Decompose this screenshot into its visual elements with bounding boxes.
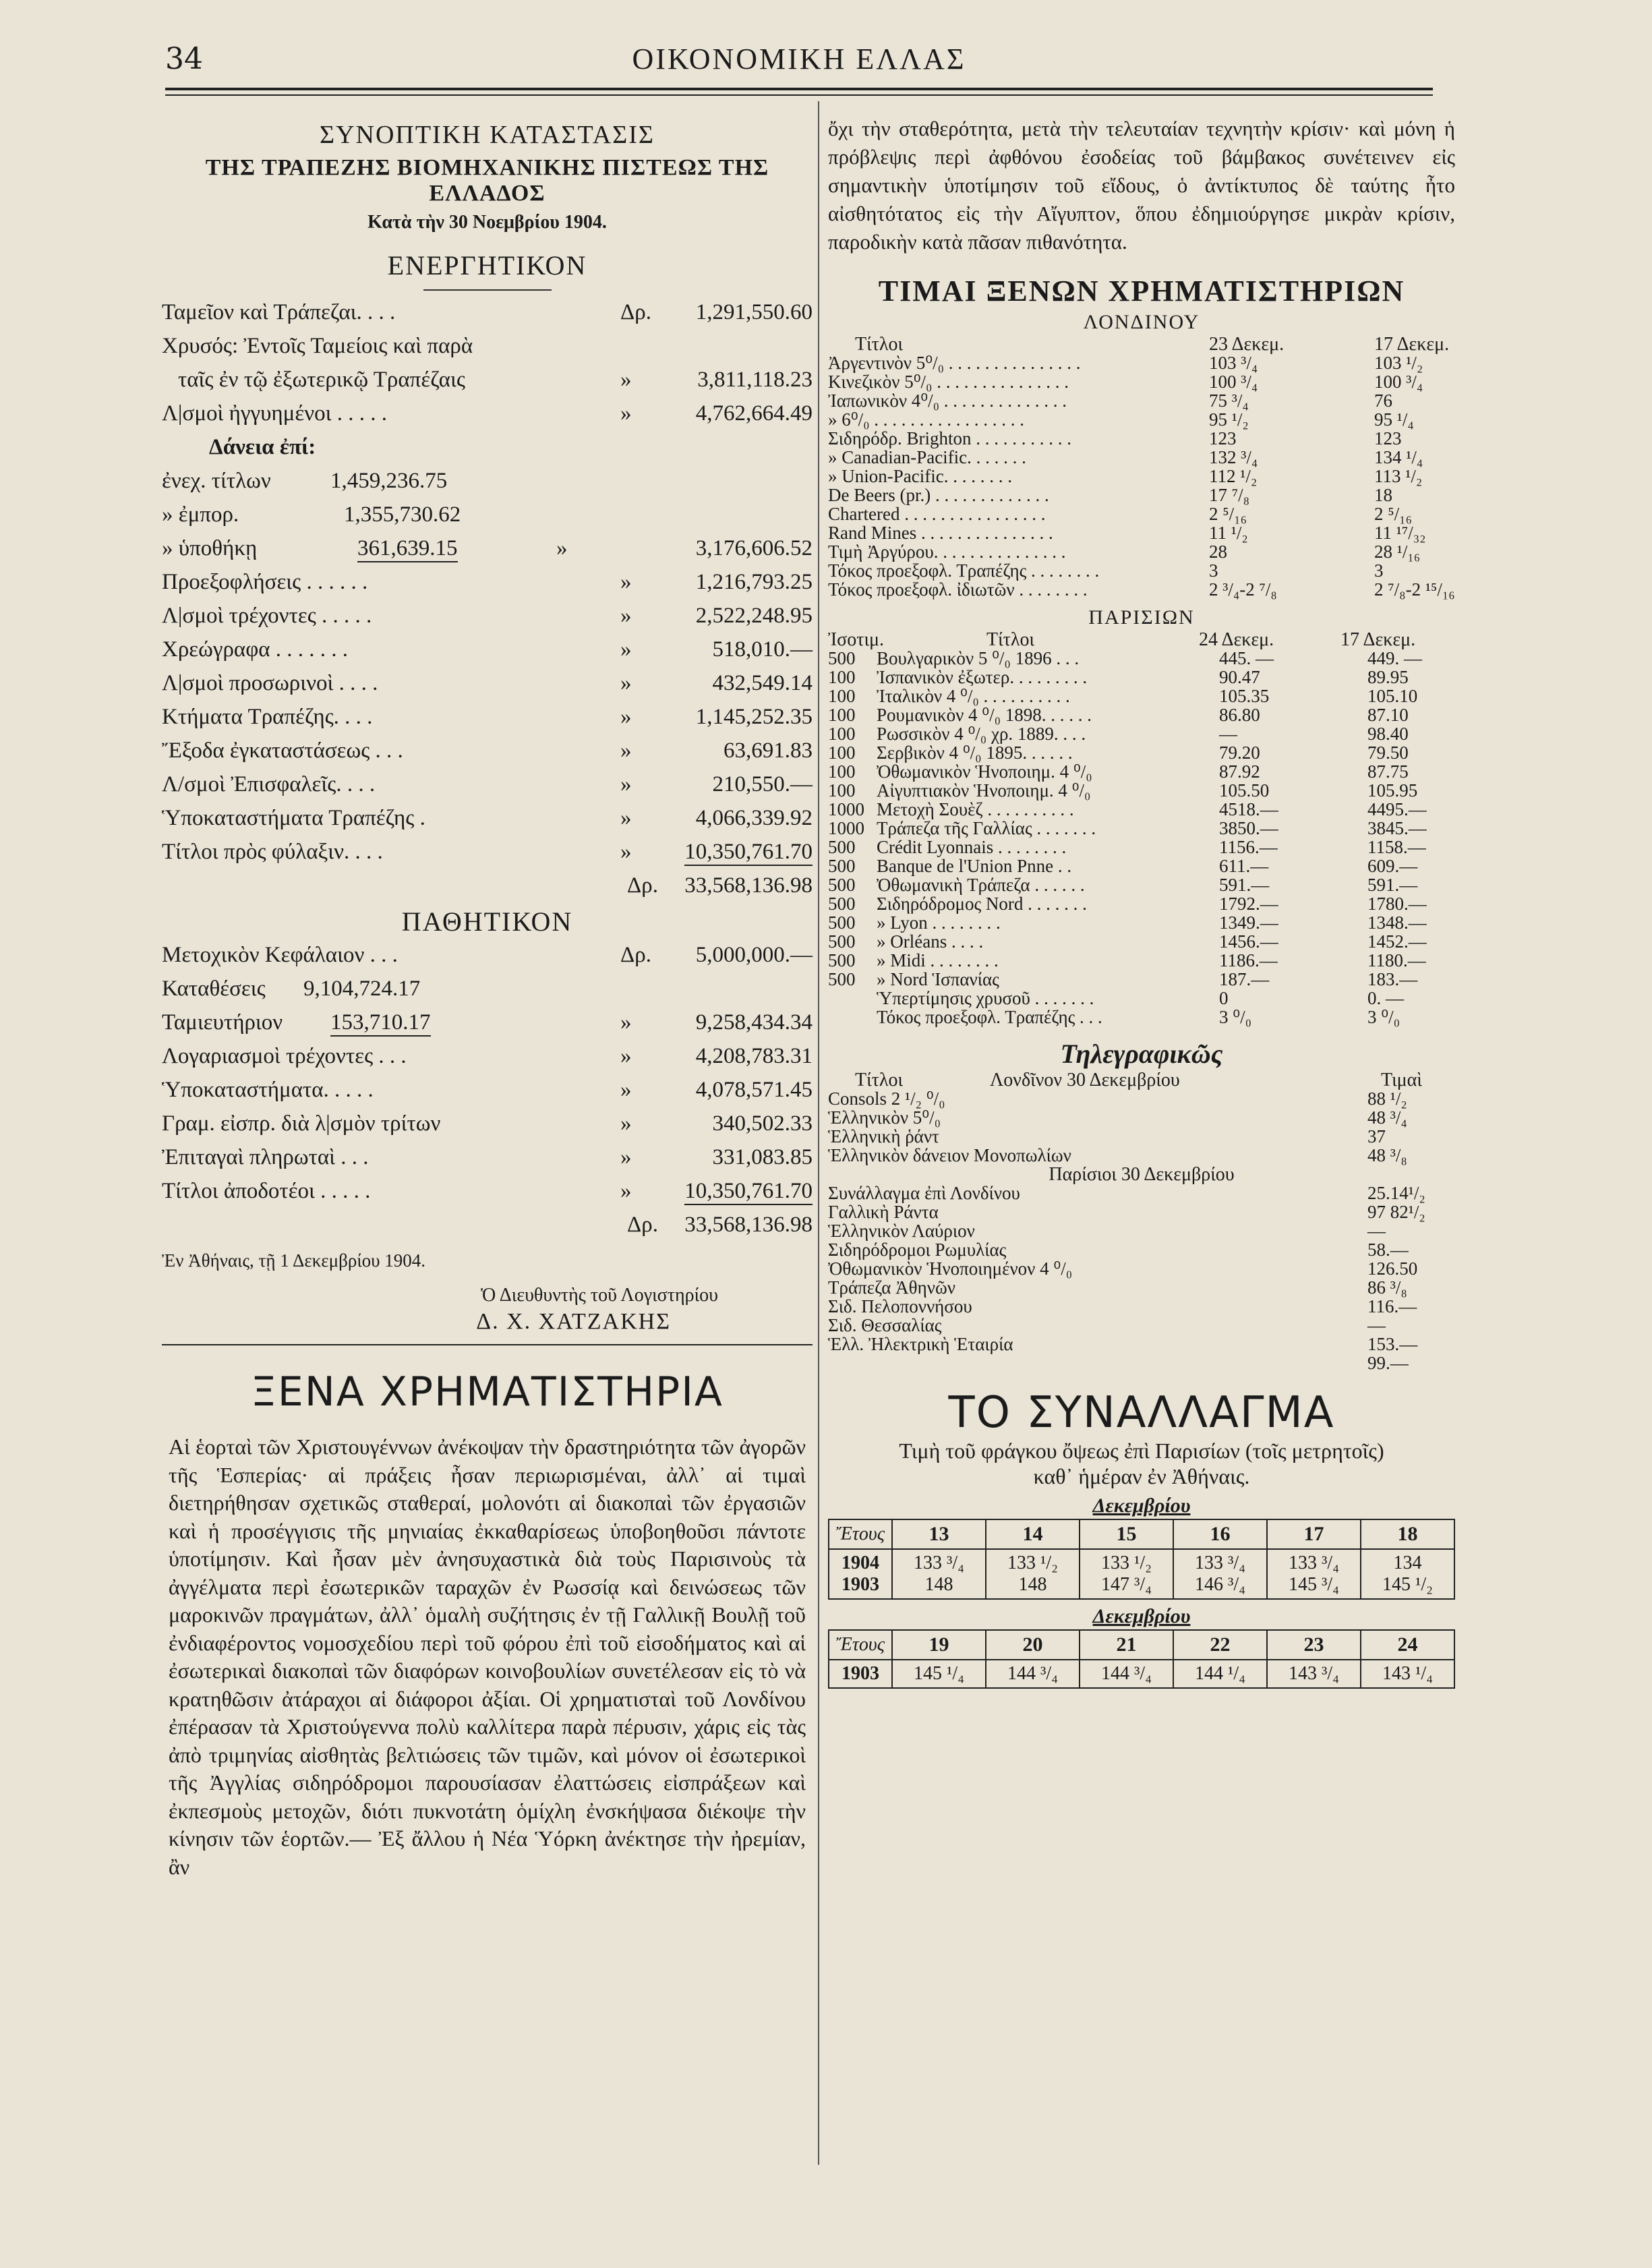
quote-row: Ἰαπωνικὸν 4⁰/₀ . . . . . . . . . . . . . . 75 ³/₄ 76 xyxy=(828,390,1392,411)
quote-row: De Beers (pr.) . . . . . . . . . . . . . 17 ⁷/₈ 18 xyxy=(828,485,1392,505)
balance-row: Ὑποκαταστήματα. . . . . » 4,078,571.45 xyxy=(162,1078,813,1102)
header-rule xyxy=(165,88,1433,90)
page-header xyxy=(165,35,1433,89)
quote-row: Ἑλλ. Ἠλεκτρικὴ Ἑταιρία 153.— xyxy=(828,1334,1418,1354)
quote-row: Ἀργεντινὸν 5⁰/₀ . . . . . . . . . . . . . . . 103 ³/₄ 103 ¹/₂ xyxy=(828,353,1423,373)
rate-cell: 133 ³/₄ 145 ³/₄ xyxy=(1267,1549,1361,1599)
day-cell: 18 xyxy=(1361,1519,1454,1549)
quote-row: » Union-Pacific. . . . . . . . 112 ¹/₂ 113 ¹/₂ xyxy=(828,466,1423,486)
quote-row: 500 Ὀθωμανικὴ Τράπεζα . . . . . . 591.— 591.— xyxy=(828,875,1418,895)
balance-row: Τίτλοι ἀποδοτέοι . . . . . » 10,350,761.70 xyxy=(162,1173,813,1207)
balance-row: Ὑποκαταστήματα Τραπέζης . » 4,066,339.92 xyxy=(162,806,813,830)
quote-row: Τράπεζα Ἀθηνῶν 86 ³/₈ xyxy=(828,1277,1407,1298)
quote-row: Consols 2 ¹/₂ ⁰/₀ 88 ¹/₂ xyxy=(828,1088,1407,1109)
quote-row: Σιδηρόδρομοι Ρωμυλίας 58.— xyxy=(828,1240,1409,1260)
quote-row: Τιμὴ Ἀργύρου. . . . . . . . . . . . . . . 28 28 ¹/₁₆ xyxy=(828,542,1421,562)
liabilities-heading: ΠΑΘΗΤΙΚΟΝ xyxy=(401,906,573,937)
loan-row: » ὑποθήκῃ 361,639.15 » 3,176,606.52 xyxy=(162,531,813,564)
heading-rule xyxy=(423,289,552,291)
balance-row: Λ|σμοὶ προσωρινοὶ . . . . » 432,549.14 xyxy=(162,671,813,695)
quote-row: 500 Crédit Lyonnais . . . . . . . . 1156.— 1158.— xyxy=(828,837,1426,857)
quote-row: 100 Ἰταλικὸν 4 ⁰/₀ . . . . . . . . . . 105.35 105.10 xyxy=(828,686,1418,706)
exchange-headline: ΤΟ ΣΥΝΑΛΛΑΓΜΑ xyxy=(948,1388,1335,1438)
rate-cell: 145 ¹/₄ xyxy=(892,1660,986,1688)
rate-cell: 144 ³/₄ xyxy=(986,1660,1080,1688)
place-date: Ἐν Ἀθήναις, τῇ 1 Δεκεμβρίου 1904. xyxy=(162,1250,425,1271)
paris-heading: ΠΑΡΙΣΙΩΝ xyxy=(1088,606,1195,629)
exchange-subtitle-2: καθ᾽ ἡμέραν ἐν Ἀθήναις. xyxy=(1033,1464,1250,1488)
day-cell: 14 xyxy=(986,1519,1080,1549)
day-cell: 19 xyxy=(892,1630,986,1660)
exchange-table-1 xyxy=(828,1519,1455,1600)
balance-row: Ταμιευτήριον 153,710.17 » 9,258,434.34 xyxy=(162,1005,813,1039)
london-heading: ΛΟΝΔΙΝΟΥ xyxy=(1083,311,1200,333)
signer-title: Ὁ Διευθυντὴς τοῦ Λογιστηρίου xyxy=(481,1285,718,1306)
quote-row: 100 Ἰσπανικὸν ἐξωτερ. . . . . . . . . 90.47 89.95 xyxy=(828,667,1409,687)
loan-row: ἐνεχ. τίτλων 1,459,236.75 xyxy=(162,469,448,493)
day-cell: 16 xyxy=(1173,1519,1267,1549)
quote-row: Τόκος προεξοφλ. ἰδιωτῶν . . . . . . . . 2 ³/₄-2 ⁷/₈ 2 ⁷/₈-2 ¹⁵/₁₆ xyxy=(828,579,1455,600)
quote-row: Ὀθωμανικὸν Ἡνοποιημένον 4 ⁰/₀ 126.50 xyxy=(828,1258,1418,1279)
month-label: Δεκεμβρίου xyxy=(1092,1605,1191,1627)
exchange-subtitle-1: Τιμὴ τοῦ φράγκου ὄψεως ἐπὶ Παρισίων (τοῖς μετρητοῖς) xyxy=(899,1438,1384,1463)
journal-title: ΟΙΚΟΝΟΜΙΚΗ ΕΛΛΑΣ xyxy=(632,42,966,76)
assets-heading: ΕΝΕΡΓΗΤΙΚΟΝ xyxy=(387,250,587,281)
article-headline: ΞΕΝΑ ΧΡΗΜΑΤΙΣΤΗΡΙΑ xyxy=(251,1368,724,1416)
quote-row: Σιδηρόδρ. Brighton . . . . . . . . . . . 123 123 xyxy=(828,428,1402,448)
balance-row: Χρεώγραφα . . . . . . . » 518,010.— xyxy=(162,637,813,662)
day-cell: 15 xyxy=(1080,1519,1173,1549)
quote-row: 500 Βουλγαρικὸν 5 ⁰/₀ 1896 . . . 445. — 449. — xyxy=(828,648,1422,668)
quote-row: » 6⁰/₀ . . . . . . . . . . . . . . . . . 95 ¹/₂ 95 ¹/₄ xyxy=(828,409,1414,430)
right-column xyxy=(828,115,1455,1689)
telegraph-paris-heading: Παρίσιοι 30 Δεκεμβρίου xyxy=(1049,1164,1235,1185)
telegraph-paris-quotes xyxy=(828,1183,1455,1372)
balance-row: Τίτλοι πρὸς φύλαξιν. . . . » 10,350,761.70 xyxy=(162,834,813,868)
left-column xyxy=(162,115,813,1881)
page-number: 34 xyxy=(165,42,203,76)
loan-row: » ἐμπορ. 1,355,730.62 xyxy=(162,502,461,527)
balance-row: Κτήματα Τραπέζης. . . . » 1,145,252.35 xyxy=(162,705,813,729)
article-continuation: ὄχι τὴν σταθερότητα, μετὰ τὴν τελευταίαν τεχνητὴν κρίσιν· καὶ μόνη ἡ πρόβλεψις περὶ ἀφθόνου ἐσοδείας τοῦ βάμβακος συνέτεινεν εἰς σημαντικὴν ὑποτίμησιν τοῦ εἴδους, ὁ ἀντίκτυπος δὲ ταύτης ἦτο αἰσθητότατος εἰς τὴν Αἴγυπτον, ὅπου ἐδημιούργησε μικρὰν κρίσιν, παροδικὴν κατὰ πᾶσαν πιθανότητα. xyxy=(828,117,1455,254)
quote-row: 500 » Nord Ἱσπανίας 187.— 183.— xyxy=(828,969,1418,989)
rate-cell: 134 145 ¹/₂ xyxy=(1361,1549,1454,1599)
quote-row: 100 Ὀθωμανικὸν Ἡνοποιημ. 4 ⁰/₀ 87.92 87.75 xyxy=(828,761,1409,782)
rate-cell: 133 ¹/₂ 148 xyxy=(986,1549,1080,1599)
signer-name: Δ. Χ. ΧΑΤΖΑΚΗΣ xyxy=(476,1309,671,1334)
day-cell: 21 xyxy=(1080,1630,1173,1660)
rate-cell: 143 ³/₄ xyxy=(1267,1660,1361,1688)
quote-row: 1000 Τράπεζα τῆς Γαλλίας . . . . . . . 3850.— 3845.— xyxy=(828,818,1427,838)
quote-row: Συνάλλαγμα ἐπὶ Λονδίνου 25.14¹/₂ xyxy=(828,1183,1425,1203)
quote-row: 100 Αἰγυπτιακὸν Ἡνοποιημ. 4 ⁰/₀ 105.50 105.95 xyxy=(828,780,1418,801)
quote-row: Σιδ. Πελοποννήσου 116.— xyxy=(828,1296,1417,1316)
table-header-row xyxy=(829,1519,1454,1549)
telegraph-column-heads: Τίτλοι Λονδῖνον 30 Δεκεμβρίου Τιμαὶ xyxy=(855,1070,1422,1091)
balance-row: Λ/σμοὶ Ἐπισφαλεῖς. . . . » 210,550.— xyxy=(162,772,813,796)
quote-row: Ἑλληνικὸν δάνειον Μονοπωλίων 48 ³/₈ xyxy=(828,1145,1407,1165)
quote-row: 100 Ρωσσικὸν 4 ⁰/₀ χρ. 1889. . . . — 98.40 xyxy=(828,724,1409,744)
quote-row: Ἑλληνικὴ ῥάντ 37 xyxy=(828,1126,1386,1146)
paris-quotes xyxy=(828,648,1455,1026)
year-label: Ἔτους xyxy=(829,1630,892,1660)
quote-row: 500 » Orléans . . . . 1456.— 1452.— xyxy=(828,931,1427,952)
loans-heading-row: Δάνεια ἐπί: xyxy=(209,435,316,459)
article-text: Αἱ ἑορταὶ τῶν Χριστουγέννων ἀνέκοψαν τὴν δραστηριότητα τῶν ἀγορῶν τῆς Ἑσπερίας· αἱ πράξεις ἦσαν περιωρισμέναι, ἀλλ᾽ αἱ τιμαὶ διετηρήθησαν σχετικῶς σταθεραί, μολονότι αἱ διακοπαὶ τῶν ἐργασιῶν καὶ ἡ προσέγγισις τῆς μηνιαίας ἐκκαθαρίσεως ὑποβοηθοῦσι πάντοτε ὑποτίμησιν. Καὶ ἦσαν μὲν ἀνησυχαστικὰ διὰ τοὺς Παρισινοὺς τὰ ἀγγέλματα περὶ ἐσωτερικῶν ταραχῶν ἐν Ρωσσίᾳ καὶ δεινώσεως τῶν μαροκινῶν πραγμάτων, ἀλλ᾽ ὁμαλὴ συζήτησις ἐν τῇ Γαλλικῇ Βουλῇ τοῦ ἐνδιαφέροντος νομοσχεδίου περὶ τοῦ φόρου ἐπὶ τοῦ εἰσοδήματος καὶ αἱ ἐσωτερικαὶ διακοπαὶ τῶν διαφόρων κοινοβουλίων συνετέλεσαν εἰς τὸ νὰ κρατηθῶσιν ἀτάραχοι αἱ διάφοροι ἀξίαι. Οἱ χρηματισταὶ τοῦ Λονδίνου ἐπέρασαν τὰ Χριστούγεννα πολὺ καλλίτερα παρὰ πέρυσιν, χάρις εἰς τὰς ἀπὸ τριμηνίας αἰσθητὰς βελτιώσεις τῶν τιμῶν, καὶ μόνον οἱ ἐσωτερικοὶ τῆς Ἀγγλίας σιδηρόδρομοι παρουσίασαν ἐλαττώσεις εἰσπράξεων καὶ ἐκπεσμοὺς μετοχῶν, διότι πυκνοτάτη ὁμίχλη ἐνσκήψασα διέκοψε τὴν κίνησιν τῶν ἑορτῶν.— Ἐξ ἄλλου ἡ Νέα Ὑόρκη ἀνέκτησε τὴν ἠρεμίαν, ἂν xyxy=(169,1434,806,1879)
table-row xyxy=(829,1660,1454,1688)
liabilities-total-row: Δρ. 33,568,136.98 xyxy=(627,1213,813,1237)
day-cell: 24 xyxy=(1361,1630,1454,1660)
quote-row: » Canadian-Pacific. . . . . . . 132 ³/₄ 134 ¹/₄ xyxy=(828,447,1423,467)
balance-row: Ἔξοδα ἐγκαταστάσεως . . . » 63,691.83 xyxy=(162,738,813,763)
exchange-table-2 xyxy=(828,1629,1455,1689)
quote-row: Ἑλληνικὸν 5⁰/₀ 48 ³/₄ xyxy=(828,1107,1407,1128)
day-cell: 20 xyxy=(986,1630,1080,1660)
london-column-heads: Τίτλοι 23 Δεκεμ. 17 Δεκεμ. xyxy=(855,334,1450,355)
quote-row: Τόκος προεξοφλ. Τραπέζης . . . 3 ⁰/₀ 3 ⁰/₀ xyxy=(877,1007,1400,1027)
day-cell: 22 xyxy=(1173,1630,1267,1660)
month-label: Δεκεμβρίου xyxy=(1092,1494,1191,1517)
quote-row: 500 Banque de l'Union Pnne . . 611.— 609.— xyxy=(828,856,1418,876)
quote-row: Σιδ. Θεσσαλίας — xyxy=(828,1315,1386,1335)
paris-column-heads: Ἰσοτιμ. Τίτλοι 24 Δεκεμ. 17 Δεκεμ. xyxy=(828,629,1416,650)
balance-row: Μετοχικὸν Κεφάλαιον . . . Δρ. 5,000,000.— xyxy=(162,943,813,967)
quote-row: Γαλλικὴ Ράντα 97 82¹/₂ xyxy=(828,1202,1425,1222)
column-divider xyxy=(818,101,819,2165)
quote-row: 1000 Μετοχὴ Σουὲζ . . . . . . . . . . 4518.— 4495.— xyxy=(828,799,1427,819)
quote-row: 100 Ρουμανικὸν 4 ⁰/₀ 1898. . . . . . 86.80 87.10 xyxy=(828,705,1409,725)
balance-row: Ταμεῖον καὶ Τράπεζαι. . . . Δρ. 1,291,550.60 xyxy=(162,300,813,324)
balance-row: ταῖς ἐν τῷ ἐξωτερικῷ Τραπέζαις » 3,811,118.23 xyxy=(178,368,813,392)
telegraph-london-quotes xyxy=(828,1088,1455,1164)
statement-title: ΣΥΝΟΠΤΙΚΗ ΚΑΤΑΣΤΑΣΙΣ xyxy=(319,121,655,149)
day-cell: 17 xyxy=(1267,1519,1361,1549)
balance-row: Λογαριασμοὶ τρέχοντες . . . » 4,208,783.31 xyxy=(162,1044,813,1068)
header-rule-thin xyxy=(165,94,1433,96)
quote-row: 99.— xyxy=(1367,1353,1409,1373)
balance-row: Καταθέσεις 9,104,724.17 xyxy=(162,977,421,1001)
foreign-prices-heading: ΤΙΜΑΙ ΞΕΝΩΝ ΧΡΗΜΑΤΙΣΤΗΡΙΩΝ xyxy=(878,274,1405,308)
day-cell: 23 xyxy=(1267,1630,1361,1660)
rate-cell: 144 ³/₄ xyxy=(1080,1660,1173,1688)
balance-row: Λ|σμοὶ ἠγγυημένοι . . . . . » 4,762,664.49 xyxy=(162,401,813,426)
rate-cell: 144 ¹/₄ xyxy=(1173,1660,1267,1688)
quote-row: Rand Mines . . . . . . . . . . . . . . . 11 ¹/₂ 11 ¹⁷/₃₂ xyxy=(828,523,1426,543)
london-quotes xyxy=(828,353,1455,598)
years-cell: 1904 1903 xyxy=(829,1549,892,1599)
quote-row: 500 » Lyon . . . . . . . . 1349.— 1348.— xyxy=(828,912,1427,933)
quote-row: Ἑλληνικὸν Λαύριον — xyxy=(828,1221,1386,1241)
balance-row: Προεξοφλήσεις . . . . . . » 1,216,793.25 xyxy=(162,570,813,594)
balance-row: Χρυσός: Ἐντοῖς Ταμείοις καὶ παρὰ xyxy=(162,334,473,358)
assets-total-row: Δρ. 33,568,136.98 xyxy=(627,873,813,898)
quote-row: Τόκος προεξοφλ. Τραπέζης . . . . . . . . 3 3 xyxy=(828,560,1384,581)
balance-row: Λ|σμοὶ τρέχοντες . . . . . » 2,522,248.95 xyxy=(162,604,813,628)
quote-row: 500 » Midi . . . . . . . . 1186.— 1180.— xyxy=(828,950,1426,970)
quote-row: Κινεζικὸν 5⁰/₀ . . . . . . . . . . . . . . . 100 ³/₄ 100 ³/₄ xyxy=(828,372,1423,392)
statement-date: Κατὰ τὴν 30 Νοεμβρίου 1904. xyxy=(367,212,607,233)
quote-row: 100 Σερβικὸν 4 ⁰/₀ 1895. . . . . . 79.20 79.50 xyxy=(828,743,1409,763)
balance-row: Ἐπιταγαὶ πληρωταὶ . . . » 331,083.85 xyxy=(162,1145,813,1169)
table-row xyxy=(829,1549,1454,1599)
table-header-row xyxy=(829,1630,1454,1660)
year-cell: 1903 xyxy=(829,1660,892,1688)
year-label: Ἔτους xyxy=(829,1519,892,1549)
quote-row: 500 Σιδηρόδρομος Nord . . . . . . . 1792.— 1780.— xyxy=(828,894,1427,914)
section-rule xyxy=(162,1344,813,1345)
telegraph-heading: Τηλεγραφικῶς xyxy=(1060,1039,1223,1069)
quote-row: Chartered . . . . . . . . . . . . . . . . 2 ⁵/₁₆ 2 ⁵/₁₆ xyxy=(828,504,1412,524)
day-cell: 13 xyxy=(892,1519,986,1549)
rate-cell: 133 ¹/₂ 147 ³/₄ xyxy=(1080,1549,1173,1599)
rate-cell: 143 ¹/₄ xyxy=(1361,1660,1454,1688)
rate-cell: 133 ³/₄ 146 ³/₄ xyxy=(1173,1549,1267,1599)
balance-row: Γραμ. εἰσπρ. διὰ λ|σμὸν τρίτων » 340,502.33 xyxy=(162,1111,813,1136)
rate-cell: 133 ³/₄ 148 xyxy=(892,1549,986,1599)
bank-name: ΤΗΣ ΤΡΑΠΕΖΗΣ ΒΙΟΜΗΧΑΝΙΚΗΣ ΠΙΣΤΕΩΣ ΤΗΣ ΕΛΛΑΔΟΣ xyxy=(205,155,769,206)
quote-row: Ὑπερτίμησις χρυσοῦ . . . . . . . 0 0. — xyxy=(877,988,1404,1008)
